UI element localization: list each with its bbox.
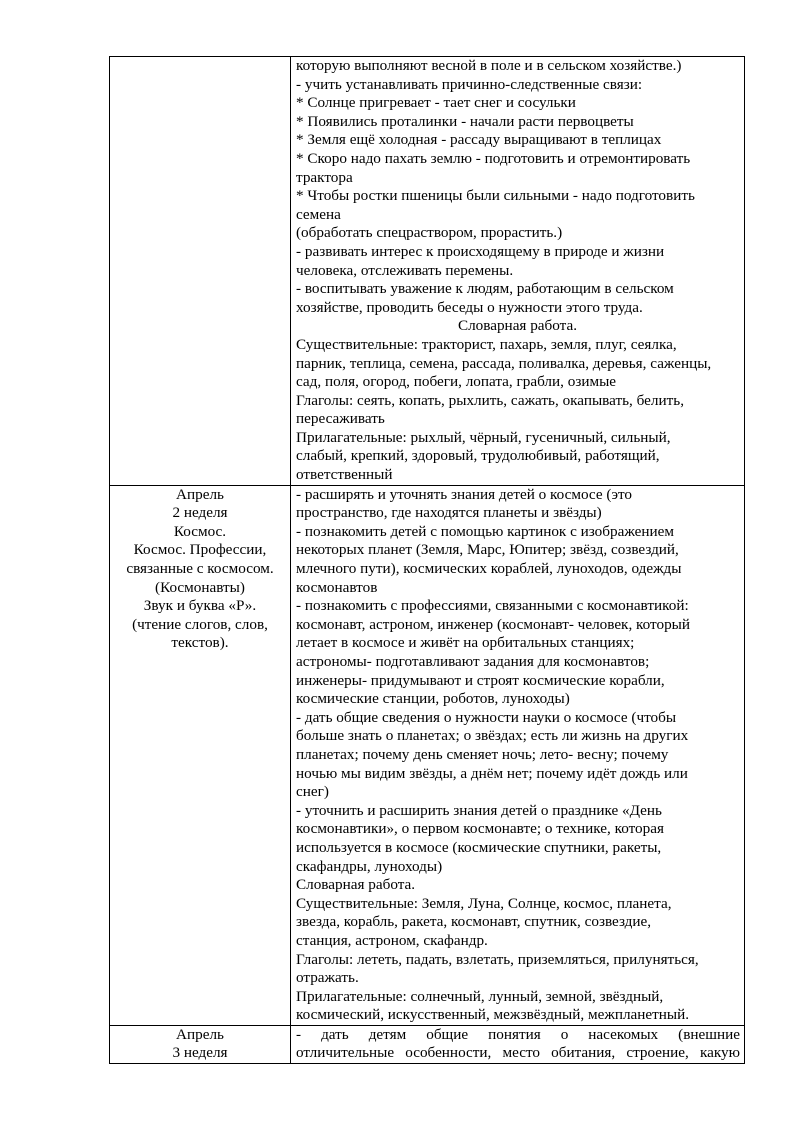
content-line: ночью мы видим звёзды, а днём нет; почему идёт дождь или bbox=[296, 764, 688, 782]
topic-line: Космос. Профессии, bbox=[133, 541, 267, 559]
content-line: космонавтики», о первом космонавте; о технике, которая bbox=[296, 820, 664, 838]
content-line: отражать. bbox=[296, 969, 359, 987]
content-line: звезда, корабль, ракета, космонавт, спутник, созвездие, bbox=[296, 913, 652, 931]
topic-cell bbox=[110, 1025, 291, 1063]
content-line: - уточнить и расширить знания детей о празднике «День bbox=[296, 801, 662, 819]
topic-cell bbox=[110, 57, 291, 486]
content-line: которую выполняют весной в поле и в сельском хозяйстве.) bbox=[296, 57, 682, 74]
content-line: слабый, крепкий, здоровый, трудолюбивый, работящий, bbox=[296, 447, 660, 465]
content-line: отличительные особенности, место обитания, строение, какую bbox=[296, 1044, 740, 1062]
content-line: млечного пути), космических кораблей, луноходов, одежды bbox=[296, 560, 682, 578]
topic-cell bbox=[110, 485, 291, 1025]
content-line: - воспитывать уважение к людям, работающим в сельском bbox=[296, 280, 674, 298]
content-line: больше знать о планетах; о звёздах; есть ли жизнь на других bbox=[296, 727, 689, 745]
content-line: Существительные: тракторист, пахарь, земля, плуг, сеялка, bbox=[296, 335, 677, 353]
content-line: Прилагательные: солнечный, лунный, земной, звёздный, bbox=[296, 987, 664, 1005]
content-line: станция, астроном, скафандр. bbox=[296, 931, 488, 949]
content-line: * Чтобы ростки пшеницы были сильными - надо подготовить bbox=[296, 187, 695, 205]
content-line: * Солнце пригревает - тает снег и сосульки bbox=[296, 94, 576, 112]
content-cell bbox=[291, 485, 745, 1025]
content-line: инженеры- придумывают и строят космические корабли, bbox=[296, 671, 665, 689]
content-line: используется в космосе (космические спутники, ракеты, bbox=[296, 838, 662, 856]
content-line: Словарная работа. bbox=[296, 876, 416, 894]
table-row bbox=[110, 1025, 745, 1063]
topic-line: текстов). bbox=[171, 634, 229, 652]
content-line: парник, теплица, семена, рассада, поливалка, деревья, саженцы, bbox=[296, 354, 712, 372]
content-line: некоторых планет (Земля, Марс, Юпитер; звёзд, созвездий, bbox=[296, 541, 679, 559]
content-line: пересаживать bbox=[296, 410, 385, 428]
content-line: летает в космосе и живёт на орбитальных станциях; bbox=[296, 634, 635, 652]
lesson-plan-table bbox=[109, 56, 745, 1064]
content-line: - дать общие сведения о нужности науки о космосе (чтобы bbox=[296, 708, 677, 726]
content-line: семена bbox=[296, 205, 341, 223]
content-line: трактора bbox=[296, 168, 353, 186]
topic-line: Апрель bbox=[176, 1025, 224, 1043]
topic-line: Звук и буква «Р». bbox=[143, 597, 257, 615]
content-cell bbox=[291, 1025, 745, 1063]
content-cell bbox=[291, 57, 745, 486]
content-line: * Появились проталинки - начали расти первоцветы bbox=[296, 112, 634, 130]
content-line: планетах; почему день сменяет ночь; лето- весну; почему bbox=[296, 745, 669, 763]
content-line: пространство, где находятся планеты и звёзды) bbox=[296, 504, 602, 522]
content-line: снег) bbox=[296, 783, 329, 801]
content-line: - дать детям общие понятия о насекомых (внешние bbox=[296, 1025, 740, 1043]
topic-line: 2 неделя bbox=[172, 504, 228, 522]
topic-line: связанные с космосом. bbox=[126, 560, 274, 578]
table-row bbox=[110, 57, 745, 486]
content-line: астрономы- подготавливают задания для космонавтов; bbox=[296, 653, 650, 670]
content-line: Словарная работа. bbox=[457, 317, 578, 335]
topic-line: (чтение слогов, слов, bbox=[132, 615, 268, 633]
content-line: * Скоро надо пахать землю - подготовить и отремонтировать bbox=[296, 149, 691, 167]
content-line: скафандры, луноходы) bbox=[296, 857, 443, 875]
topic-line: Космос. bbox=[173, 522, 227, 540]
content-line: (обработать спецраствором, прорастить.) bbox=[296, 224, 563, 242]
content-line: - познакомить детей с помощью картинок с изображением bbox=[296, 522, 674, 540]
content-line: Глаголы: сеять, копать, рыхлить, сажать, окапывать, белить, bbox=[296, 391, 684, 409]
table-row bbox=[110, 485, 745, 1025]
content-line: * Земля ещё холодная - рассаду выращивают в теплицах bbox=[296, 131, 662, 149]
content-line: космонавт, астроном, инженер (космонавт- человек, который bbox=[296, 615, 690, 633]
content-line: - познакомить с профессиями, связанными с космонавтикой: bbox=[296, 597, 689, 615]
topic-line: Апрель bbox=[176, 485, 224, 503]
content-line: космический, искусственный, межзвёздный, межпланетный. bbox=[296, 1006, 690, 1024]
content-line: космические станции, роботов, луноходы) bbox=[296, 690, 570, 708]
content-line: Прилагательные: рыхлый, чёрный, гусеничный, сильный, bbox=[296, 428, 671, 446]
topic-line: 3 неделя bbox=[172, 1044, 228, 1062]
content-line: - учить устанавливать причинно-следственные связи: bbox=[296, 75, 643, 93]
content-line: сад, поля, огород, побеги, лопата, грабли, озимые bbox=[296, 373, 617, 391]
content-line: - расширять и уточнять знания детей о космосе (это bbox=[296, 485, 633, 503]
content-line: ответственный bbox=[296, 466, 393, 484]
topic-line: (Космонавты) bbox=[155, 578, 245, 596]
content-line: космонавтов bbox=[296, 578, 378, 596]
content-line: - развивать интерес к происходящему в природе и жизни bbox=[296, 242, 665, 260]
content-line: Глаголы: лететь, падать, взлетать, приземляться, прилуняться, bbox=[296, 950, 699, 968]
content-line: хозяйстве, проводить беседы о нужности этого труда. bbox=[296, 298, 643, 316]
content-line: Существительные: Земля, Луна, Солнце, космос, планета, bbox=[296, 894, 672, 912]
content-line: человека, отслеживать перемены. bbox=[296, 261, 514, 279]
